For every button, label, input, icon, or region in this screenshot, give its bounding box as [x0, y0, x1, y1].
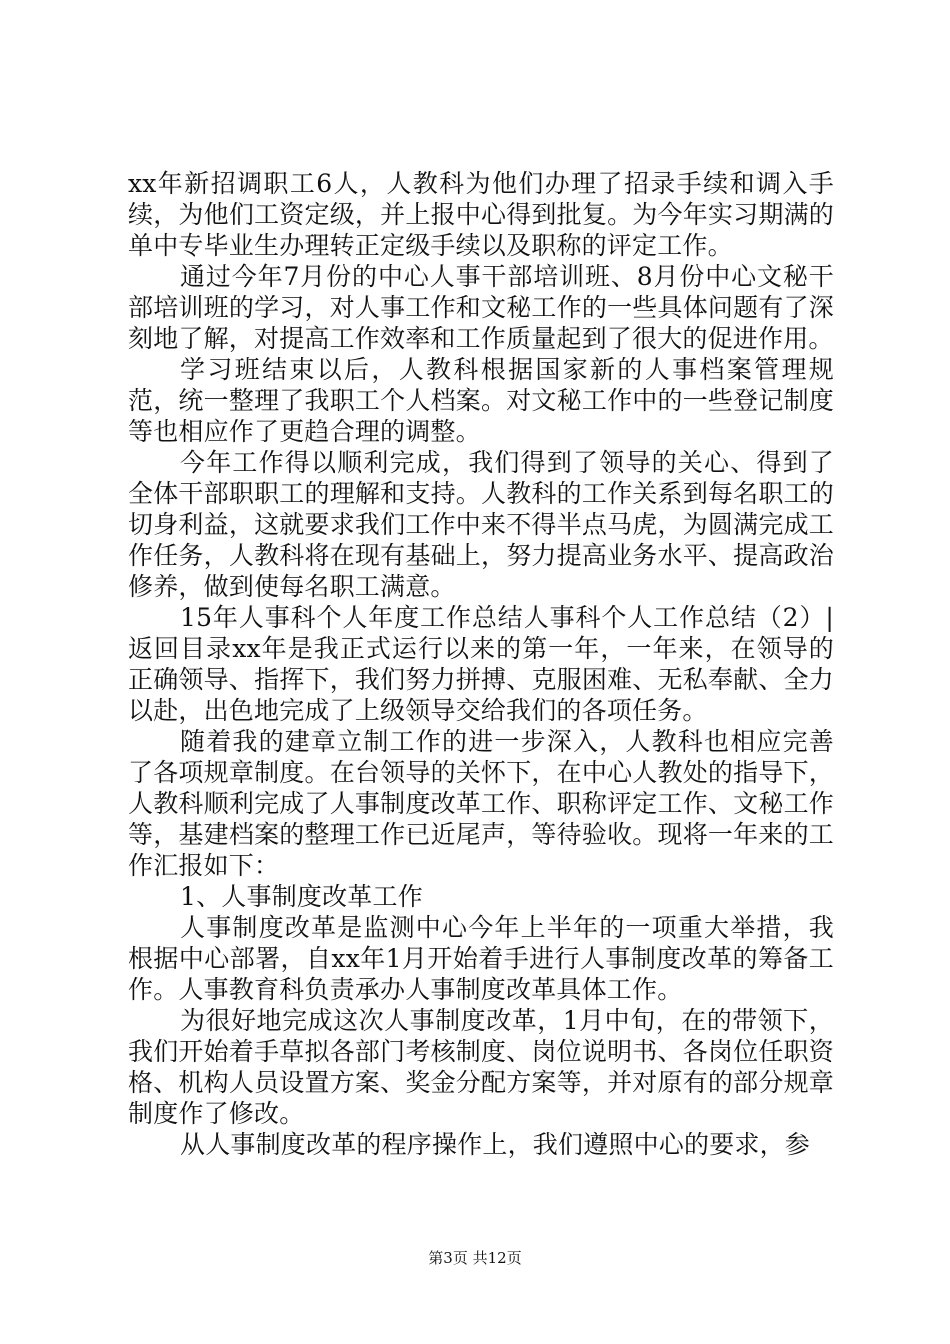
- page-number-footer: 第3页 共12页: [428, 1249, 522, 1267]
- paragraph-3: 学习班结束以后，人教科根据国家新的人事档案管理规范，统一整理了我职工个人档案。对文秘工作中的一些登记制度等也相应作了更趋合理的调整。: [128, 355, 834, 446]
- paragraph-2: 通过今年7月份的中心人事干部培训班、8月份中心文秘干部培训班的学习，对人事工作和文秘工作的一些具体问题有了深刻地了解，对提高工作效率和工作质量起到了很大的促进作用。: [128, 262, 834, 353]
- paragraph-8: 为很好地完成这次人事制度改革，1月中旬，在的带领下，我们开始着手草拟各部门考核制度、岗位说明书、各岗位任职资格、机构人员设置方案、奖金分配方案等，并对原有的部分规章制度作了修改。: [128, 1006, 834, 1128]
- paragraph-6: 随着我的建章立制工作的进一步深入，人教科也相应完善了各项规章制度。在台领导的关怀下，在中心人教处的指导下，人教科顺利完成了人事制度改革工作、职称评定工作、文秘工作等，基建档案的整理工作已近尾声，等待验收。现将一年来的工作汇报如下：: [128, 727, 834, 880]
- paragraph-4: 今年工作得以顺利完成，我们得到了领导的关心、得到了全体干部职职工的理解和支持。人教科的工作关系到每名职工的切身利益，这就要求我们工作中来不得半点马虎，为圆满完成工作任务，人教科将在现有基础上，努力提高业务水平、提高政治修养，做到使每名职工满意。: [128, 448, 834, 601]
- section-heading: 1、人事制度改革工作: [180, 882, 423, 911]
- document-body: [128, 168, 834, 1160]
- paragraph-5: 15年人事科个人年度工作总结人事科个人工作总结（2）|返回目录xx年是我正式运行以来的第一年，一年来，在领导的正确领导、指挥下，我们努力拼搏、克服困难、无私奉献、全力以赴，出色地完成了上级领导交给我们的各项任务。: [128, 603, 834, 725]
- paragraph-9: 从人事制度改革的程序操作上，我们遵照中心的要求，参: [180, 1130, 811, 1159]
- paragraph-1: xx年新招调职工6人，人教科为他们办理了招录手续和调入手续，为他们工资定级，并上报中心得到批复。为今年实习期满的单中专毕业生办理转正定级手续以及职称的评定工作。: [128, 169, 834, 260]
- paragraph-7: 人事制度改革是监测中心今年上半年的一项重大举措，我根据中心部署，自xx年1月开始着手进行人事制度改革的筹备工作。人事教育科负责承办人事制度改革具体工作。: [128, 913, 835, 1004]
